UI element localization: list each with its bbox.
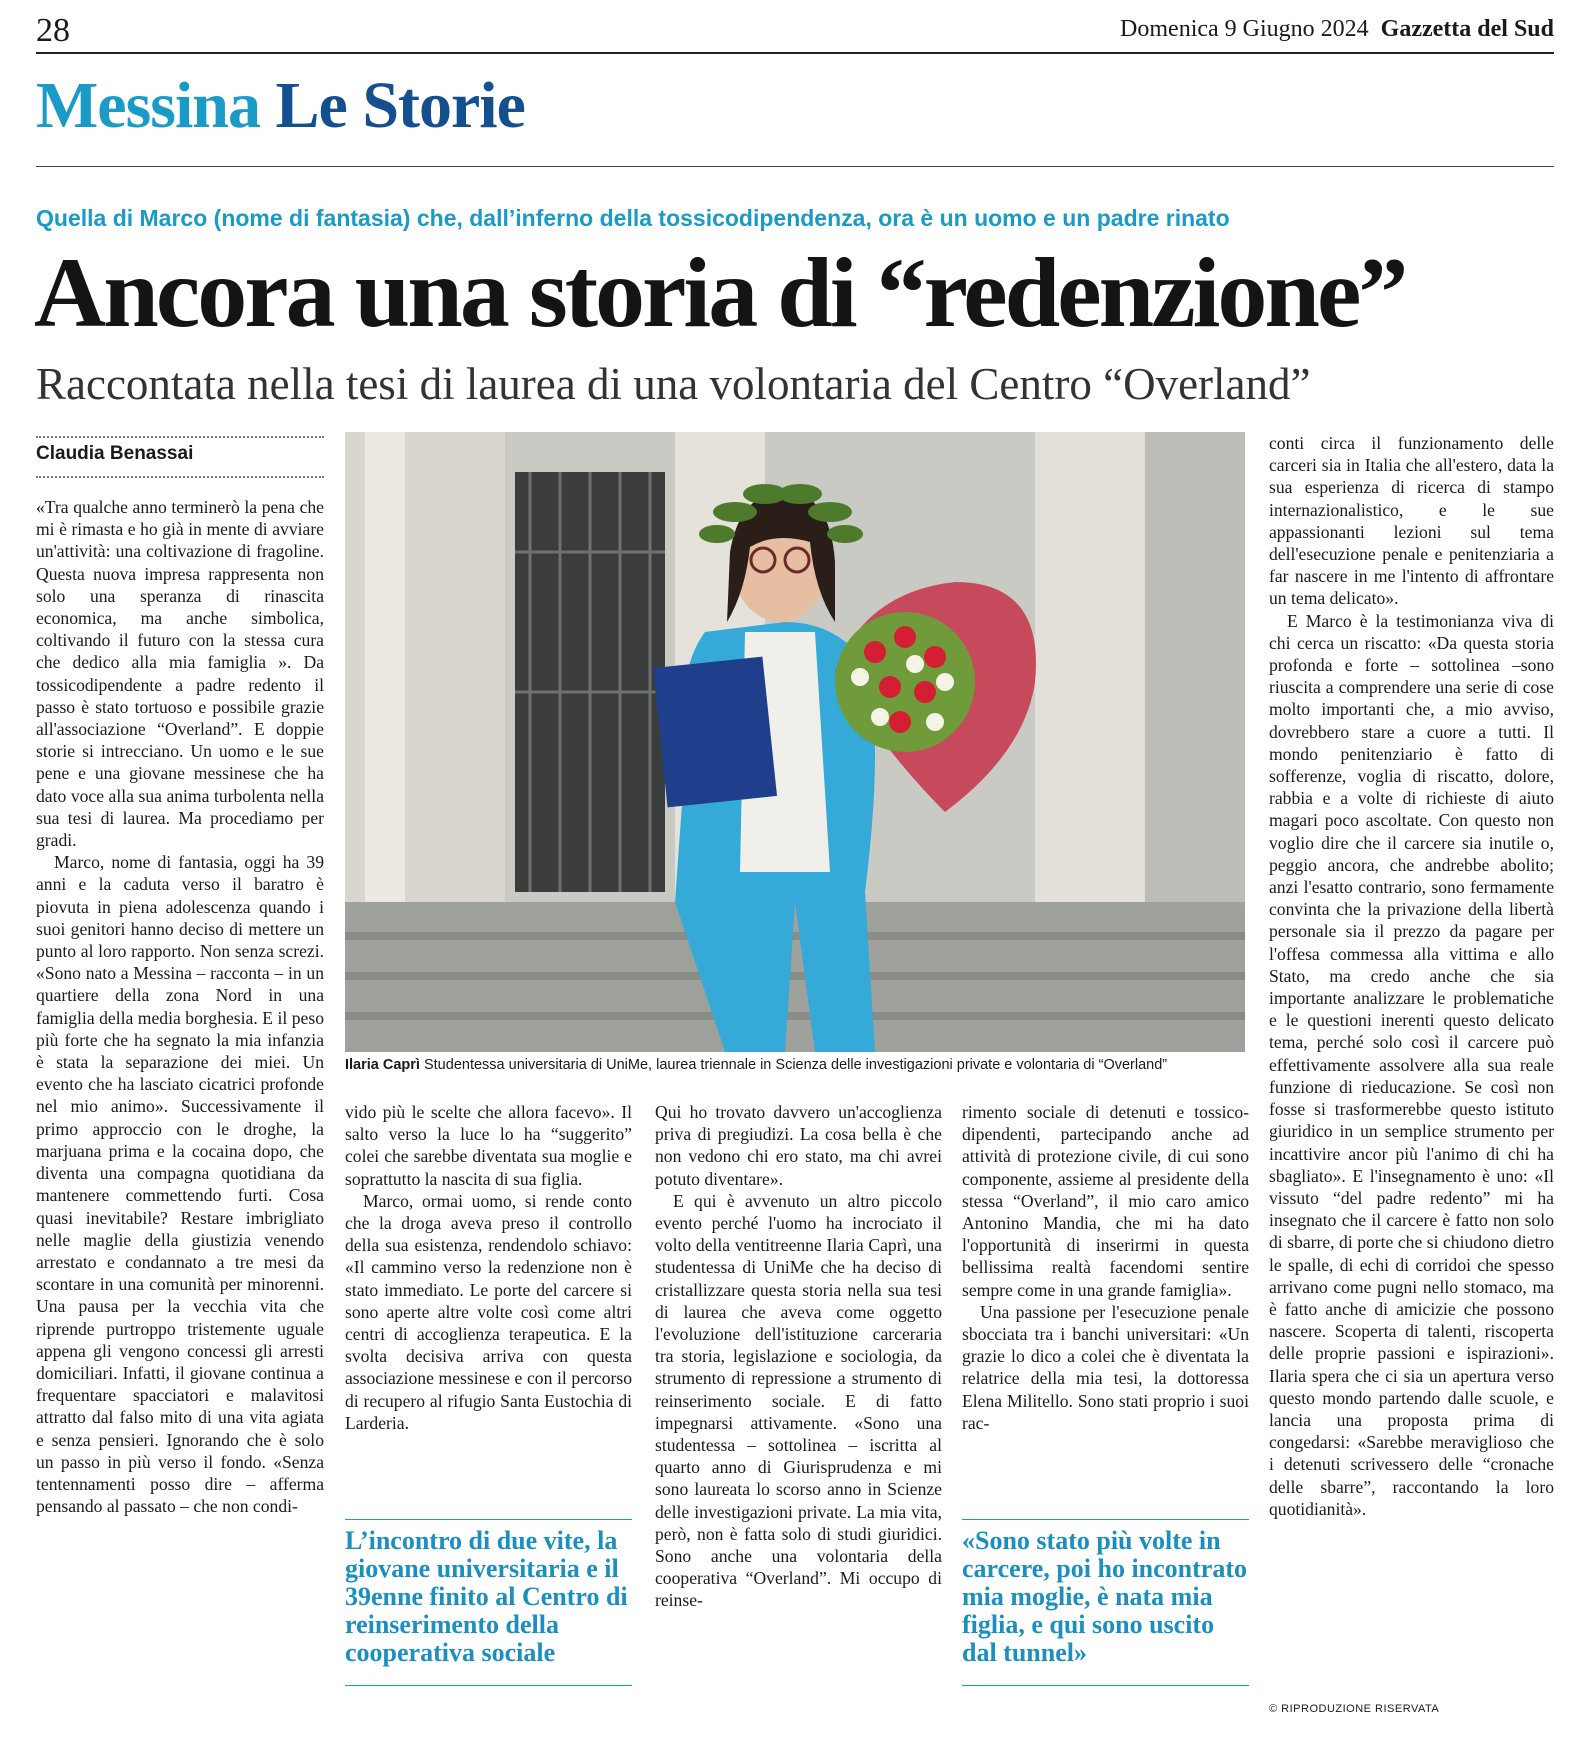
byline: Claudia Benassai <box>36 443 194 464</box>
paragraph: E qui è avvenuto un altro piccolo evento perché l'uomo ha incrociato il volto della ventitreenne Ilaria Caprì, una studentessa di UniMe che ha deciso di cristallizzare questa storia nella sua tesi di laurea che aveva come oggetto l'evoluzione dell'istituzione carceraria tra storia, legislazione e sociologia, da strumento di repressione a strumento di reinserimento sociale. E di fatto impegnarsi attivamente. «Sono una studentessa – sottolinea – iscritta al quarto anno di Giurisprudenza e mi sono laureata lo scorso anno in Scienze delle investigazioni private. La mia vita, però, non è fatta solo di studi giuridici. Sono anche una volontaria della cooperativa “Overland”. Mi occupo di reinse- <box>655 1190 942 1611</box>
article-column-1 <box>36 496 324 1696</box>
paragraph: Marco, ormai uomo, si rende conto che la droga aveva preso il controllo della sua esistenza, rendendolo schiavo: «Il cammino verso la redenzione non è stato immediato. Le porte del carcere si sono aperte altre volte così come altri centri di accoglienza terapeutica. E la svolta decisiva arriva con questa associazione messinese e con il percorso di recupero al rifugio Santa Eustochia di Larderia. <box>345 1190 632 1433</box>
pullquote-1-rule <box>345 1519 632 1520</box>
section-title <box>36 68 525 144</box>
photo-caption <box>345 1057 1250 1073</box>
paragraph: rimento sociale di detenuti e tossico-dipendenti, partecipando anche ad attività di protezione civile, di cui sono componente, assieme al presidente della stessa “Overland”, il mio caro amico Antonino Mandia, che mi ha dato l'opportunità di inserirmi in questa bellissima realtà facendomi sentire sempre come in una grande famiglia». <box>962 1102 1249 1300</box>
article-subheadline: Raccontata nella tesi di laurea di una volontaria del Centro “Overland” <box>36 359 1311 409</box>
caption-name: Ilaria Caprì <box>345 1057 420 1073</box>
paragraph: Una passione per l'esecuzione penale sbocciata tra i banchi universitari: «Un grazie lo dico a colei che è diventata la relatrice della mia tesi, la dottoressa Elena Militello. Sono stati proprio i suoi rac- <box>962 1301 1249 1433</box>
article-column-5 <box>1269 432 1554 1698</box>
section-city: Messina <box>36 69 260 142</box>
paragraph: «Tra qualche anno terminerò la pena che mi è rimasta e ho già in mente di avviare un'attività: una coltivazione di fragoline. Questa nuova impresa rappresenta non solo una speranza di rinascita economica, ma anche simbolica, coltivando il futuro con la stessa cura che dedico alla mia famiglia ». Da tossicodipendente a padre redento il passo è stato tortuoso e possibile grazie all'associazione “Overland”. E doppie storie si intrecciano. Un uomo e le sue pene e una giovane messinese che ha dato voce alla sua anima turbolenta nella sua tesi di laurea. Ma procediamo per gradi. <box>36 497 324 851</box>
paragraph: vido più le scelte che allora facevo». Il salto verso la luce lo ha “suggerito” colei che sarebbe diventata sua moglie e soprattutto la nascita di sua figlia. <box>345 1102 632 1189</box>
article-column-3 <box>655 1101 942 1701</box>
top-rule <box>36 52 1554 54</box>
byline-rule-bottom <box>36 476 324 478</box>
article-photo <box>345 432 1245 1052</box>
pullquote-1-rule-bottom <box>345 1685 632 1686</box>
paragraph: E Marco è la testimonianza viva di chi cerca un riscatto: «Da questa storia profonda e forte – sottolinea –sono riuscita a comprendere una serie di cose molto importanti che, a mio avviso, dovrebbero stare a cuore a tutti. Il mondo penitenziario è fatto di sofferenze, voglia di riscatto, dolore, rabbia e a volte di richieste di aiuto magari poco ascoltate. Con questo non voglio dire che il carcere sia inutile o, peggio ancora, che andrebbe abolito; anzi l'esatto contrario, sono fermamente convinta che la privazione della libertà personale sia il prezzo da pagare per l'offesa commessa alla vittima e allo Stato, ma credo anche che sia importante analizzare le problematiche e le questioni inerenti questo delicato tema, perché solo così il carcere può effettivamente assolvere alla sua reale funzione di rieducazione. Se così non fosse si trasformerebbe questo istituto giuridico in un semplice strumento per incattivire ancor più l'animo di chi ha sbagliato». E l'insegnamento è uno: «Il vissuto “del padre redento” mi ha insegnato che il carcere è fatto non solo di sbarre, di porte che si chiudono dietro le spalle, di echi di corridoi che spesso arrivano come pugni nello stomaco, ma è fatto anche di amicizie che possono nascere. Scoperta di talenti, riscoperta delle proprie passioni e ispirazioni». Ilaria spera che ci sia un apertura verso questo mondo partendo dalle scuole, e lancia una proposta prima di congedarsi: «Sarebbe meraviglioso che i detenuti scrivessero delle “cronache delle sbarre”, raccontando la loro quotidianità». <box>1269 610 1554 1519</box>
pullquote-2: «Sono stato più volte in carcere, poi ho incontrato mia moglie, è nata mia figlia, e qui sono uscito dal tunnel» <box>962 1527 1247 1667</box>
section-name: Le Storie <box>275 69 525 142</box>
copyright-notice: © RIPRODUZIONE RISERVATA <box>1269 1703 1440 1715</box>
pullquote-2-rule <box>962 1519 1249 1520</box>
article-column-4 <box>962 1101 1249 1496</box>
paragraph: conti circa il funzionamento delle carceri sia in Italia che all'estero, data la sua esperienza di ricerca di stampo internazionalistico, e le sue appassionanti lezioni sul tema dell'esecuzione penale e penitenziaria a far nascere in me l'intento di affrontare un tema delicato». <box>1269 433 1554 609</box>
section-rule <box>36 166 1554 167</box>
graduate-photo-illustration <box>345 432 1245 1052</box>
pullquote-2-rule-bottom <box>962 1685 1249 1686</box>
page-number: 28 <box>36 12 70 49</box>
pullquote-1: L’incontro di due vite, la giovane universitaria e il 39enne finito al Centro di reinserimento della cooperativa sociale <box>345 1527 628 1667</box>
paragraph: Marco, nome di fantasia, oggi ha 39 anni e la caduta verso il baratro è piovuta in piena adolescenza quando i suoi genitori hanno deciso di mettere un punto al loro rapporto. Non senza screzi. «Sono nato a Messina – racconta – in un quartiere della zona Nord in una famiglia della media borghesia. E il peso più forte che ha segnato la mia infanzia è stata la separazione dei miei. Un evento che ha lasciato cicatrici profonde nel mio animo». Successivamente il primo approccio con le droghe, la marjuana prima e la cocaina dopo, che diventa una compagna quotidiana da mantenere commettendo furti. Cosa quasi inevitabile? Restare imbrigliato nelle maglie della giustizia venendo arrestato e condannato a tre mesi da scontare in una comunità per minorenni. Una pausa per la vecchia vita che riprende purtroppo tristemente uguale appena gli vengono concessi gli arresti domiciliari. Infatti, il giovane continua a frequentare spacciatori e malavitosi attratto dal falso mito di una vita agiata e senza pensieri. Ignorando che è solo un passo in più verso il fondo. «Senza tentennamenti posso dire – afferma pensando al passato – che non condi- <box>36 852 324 1517</box>
paragraph: Qui ho trovato davvero un'accoglienza priva di pregiudizi. La cosa bella è che non vedono chi ero stato, ma chi avrei potuto diventare». <box>655 1102 942 1189</box>
article-headline: Ancora una storia di “redenzione” <box>34 237 1406 348</box>
article-column-2 <box>345 1101 632 1496</box>
byline-rule-top <box>36 436 324 438</box>
dateline <box>1120 16 1554 43</box>
issue-date: Domenica 9 Giugno 2024 <box>1120 16 1369 42</box>
caption-text: Studentessa universitaria di UniMe, laurea triennale in Scienza delle investigazioni private e volontaria di “Overland” <box>423 1057 1168 1073</box>
publication-name: Gazzetta del Sud <box>1380 16 1554 42</box>
article-kicker: Quella di Marco (nome di fantasia) che, dall’inferno della tossicodipendenza, ora è un uomo e un padre rinato <box>36 205 1230 231</box>
